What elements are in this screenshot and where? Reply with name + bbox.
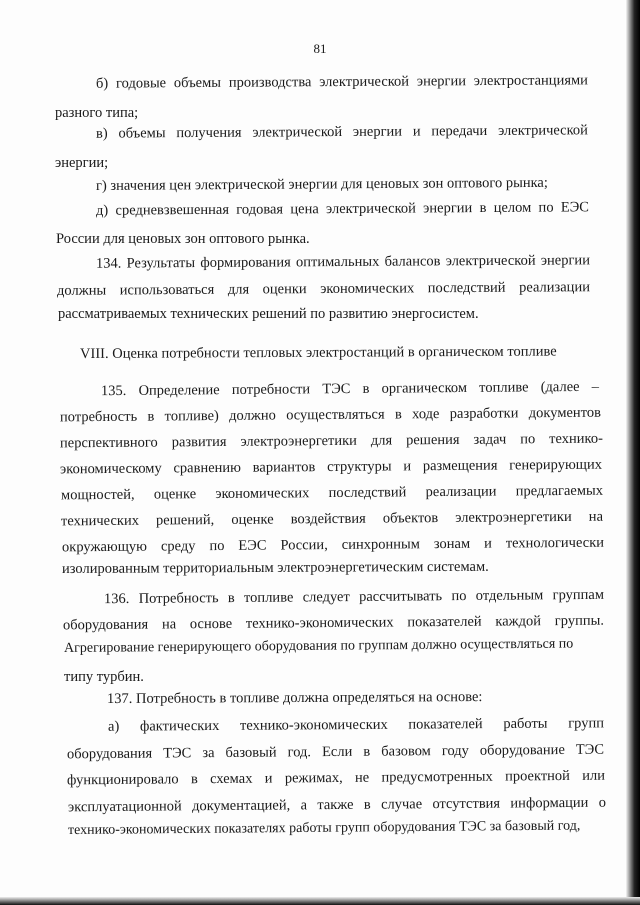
word: или xyxy=(582,767,606,784)
word: размещения xyxy=(422,457,498,475)
text-line xyxy=(101,378,599,400)
word: электрической xyxy=(497,122,588,139)
word: получения xyxy=(176,124,242,142)
word: экономическому xyxy=(59,460,162,478)
page-number: 81 xyxy=(313,41,327,56)
word: потребность xyxy=(59,408,138,426)
word: ЕЭС xyxy=(560,199,589,216)
word: для xyxy=(227,281,250,298)
word: вариантов xyxy=(252,459,316,476)
text-line xyxy=(96,251,590,272)
word: электростанциями xyxy=(473,72,588,90)
word: перспективного xyxy=(59,434,158,452)
section-heading: VIII. Оценка потребности тепловых электростанций в органическом топливе xyxy=(79,343,557,362)
text-line xyxy=(104,586,604,608)
word: функционировало xyxy=(66,771,179,789)
word: год. xyxy=(287,744,312,761)
word: Потребность xyxy=(138,590,219,607)
word: ТЭС xyxy=(163,745,192,762)
word: о xyxy=(598,794,607,811)
text-line: типу турбин. xyxy=(64,669,144,685)
text-line: России для ценовых зон оптового рынка. xyxy=(56,231,310,247)
word: разработки xyxy=(449,405,519,422)
word: средневзвешенная xyxy=(115,201,230,219)
word: предлагаемых xyxy=(515,482,604,500)
word: потребности xyxy=(231,381,311,399)
text-line xyxy=(96,198,589,219)
word: в xyxy=(479,199,487,217)
text-line: г) значения цен электрической энергии для ценовых зон оптового рынка; xyxy=(95,174,548,194)
word: на xyxy=(588,508,604,525)
word: объемы xyxy=(173,74,222,92)
word: показателей xyxy=(408,716,483,733)
word: 136. xyxy=(103,590,130,608)
word: годовая xyxy=(236,201,284,218)
word: отдельным xyxy=(475,587,544,604)
word: за xyxy=(202,745,215,762)
word: для xyxy=(370,432,393,449)
text-line xyxy=(60,404,601,427)
word: каждой xyxy=(495,613,542,630)
word: фактических xyxy=(139,717,220,735)
word: ТЭС xyxy=(575,741,605,758)
word: 134. xyxy=(95,255,122,272)
word: оборудование xyxy=(479,741,565,759)
text-line xyxy=(68,794,606,817)
text-line xyxy=(108,714,604,735)
word: решений, xyxy=(155,512,215,529)
word: мощностей, xyxy=(60,486,135,504)
text-line: технико-экономических показателях работы групп оборудования ТЭС за базовый год, xyxy=(67,818,581,838)
word: электроэнергетики xyxy=(455,508,572,526)
word: по xyxy=(451,588,467,605)
word: электрической xyxy=(252,123,343,141)
word: энергии xyxy=(352,123,403,140)
word: и xyxy=(484,535,492,552)
word: объектов xyxy=(382,510,439,527)
word: формирования xyxy=(200,254,291,271)
word: последствий xyxy=(427,279,506,297)
word: целом xyxy=(493,199,532,216)
word: группам xyxy=(552,586,605,604)
word: экономических xyxy=(215,485,310,503)
word: по xyxy=(209,537,225,555)
word: энергии xyxy=(423,200,473,217)
text-line xyxy=(61,508,603,531)
text-line xyxy=(61,482,603,505)
word: последствий xyxy=(328,484,407,502)
word: технических xyxy=(60,512,140,530)
word: электрической xyxy=(325,200,416,218)
word: энергии xyxy=(416,73,467,90)
text-line xyxy=(60,456,602,479)
word: технико-экономических xyxy=(239,716,388,734)
word: развития xyxy=(171,433,227,451)
text-line xyxy=(63,612,604,635)
word: отсутствия xyxy=(432,795,501,813)
text-line xyxy=(57,278,590,300)
text-line xyxy=(62,534,604,557)
word: должны xyxy=(56,282,107,299)
word: групп xyxy=(568,715,605,732)
word: в) xyxy=(95,125,108,142)
word: рассчитывать xyxy=(359,588,443,605)
word: реализации xyxy=(425,483,497,501)
word: производства xyxy=(228,74,312,91)
word: объемы xyxy=(118,125,166,142)
word: цена xyxy=(290,201,319,218)
word: органическом xyxy=(381,379,468,397)
word: в xyxy=(394,406,402,423)
word: следует xyxy=(302,589,350,606)
word: годовые xyxy=(115,75,167,92)
word: России, xyxy=(280,537,328,554)
word: Определение xyxy=(138,382,220,399)
word: сравнению xyxy=(173,459,242,477)
word: ЕЭС xyxy=(238,537,267,554)
word: (далее xyxy=(540,378,580,396)
text-line: энергии; xyxy=(55,155,109,171)
word: в xyxy=(227,590,235,607)
word: оценке xyxy=(153,486,197,503)
word: Если xyxy=(321,743,353,761)
word: 135. xyxy=(100,382,127,400)
word: ТЭС xyxy=(322,380,351,398)
text-line xyxy=(67,741,604,764)
word: воздействия xyxy=(290,510,366,528)
word: по xyxy=(538,199,554,216)
word: должно xyxy=(229,407,276,424)
word: использоваться xyxy=(119,281,215,299)
word: эксплуатационной xyxy=(67,798,182,816)
word: структуры xyxy=(326,458,392,476)
text-line xyxy=(60,430,603,453)
word: документацией, xyxy=(191,797,291,815)
word: электроэнергетики xyxy=(240,432,357,450)
word: оценке xyxy=(231,511,274,528)
word: случае xyxy=(380,796,423,813)
word: в xyxy=(363,796,371,813)
word: по xyxy=(520,431,536,448)
word: показателей xyxy=(407,613,482,631)
word: информации xyxy=(510,794,589,812)
word: электрической xyxy=(445,252,536,270)
word: топливе xyxy=(479,379,529,396)
word: также xyxy=(317,796,354,814)
word: генерирующих xyxy=(509,456,603,474)
word: в xyxy=(363,743,371,760)
word: оценки xyxy=(262,281,307,298)
word: оптимальных xyxy=(295,253,380,271)
word: группы. xyxy=(554,612,604,630)
word: задач xyxy=(473,431,507,448)
word: решения xyxy=(406,431,460,449)
word: оборудования xyxy=(66,745,153,763)
word: а) xyxy=(107,718,120,735)
word: в xyxy=(190,771,198,788)
word: и xyxy=(412,123,421,140)
word: документов xyxy=(528,404,601,422)
word: энергии xyxy=(540,252,590,269)
word: топливе xyxy=(243,589,294,606)
text-line: рассматриваемых технических решений по развитию энергосистем. xyxy=(58,306,479,322)
word: основе xyxy=(189,615,233,633)
word: схемах xyxy=(210,770,253,788)
text-line xyxy=(67,767,605,790)
word: технико- xyxy=(549,430,603,448)
word: базовом xyxy=(381,743,431,760)
text-line: 137. Потребность в топливе должна определяться на основе: xyxy=(106,689,483,707)
word: б) xyxy=(95,75,109,92)
word: технологически xyxy=(505,534,605,552)
text-line xyxy=(96,71,588,92)
word: – xyxy=(591,378,600,395)
word: на xyxy=(161,616,177,633)
text-line: изолированным территориальным электроэнергетическим системам. xyxy=(61,558,489,577)
word: окружающую xyxy=(61,538,148,556)
word: Результаты xyxy=(126,255,196,272)
word: д) xyxy=(95,202,109,219)
word: электрической xyxy=(319,73,410,91)
word: синхронным xyxy=(341,536,420,553)
word: технико-экономических xyxy=(245,614,394,632)
word: не xyxy=(354,769,370,786)
word: а xyxy=(300,797,308,814)
word: работы xyxy=(503,715,548,732)
word: балансов xyxy=(384,253,441,270)
text-line: разного типа; xyxy=(55,105,139,121)
scan-edge-bottom xyxy=(0,897,640,905)
word: реализации xyxy=(519,279,591,296)
word: базовый xyxy=(225,744,277,761)
word: и xyxy=(403,458,412,475)
word: зонам xyxy=(433,535,471,553)
word: оборудования xyxy=(62,616,149,634)
word: передачи xyxy=(431,122,488,140)
word: среду xyxy=(160,538,196,555)
word: осуществляться xyxy=(286,406,385,424)
word: ходе xyxy=(412,406,440,423)
text-line xyxy=(96,121,588,142)
word: проектной xyxy=(505,767,570,785)
word: предусмотренных xyxy=(381,768,493,786)
text-line: Агрегирование генерирующего оборудования по группам должно осуществляться по xyxy=(63,636,574,656)
word: в xyxy=(147,408,155,425)
word: году xyxy=(441,742,469,760)
word: режимах, xyxy=(284,769,343,787)
scan-edge-right xyxy=(626,0,640,905)
word: и xyxy=(264,770,273,787)
word: в xyxy=(362,380,370,397)
word: экономических xyxy=(320,280,415,298)
word: топливе) xyxy=(164,407,219,425)
